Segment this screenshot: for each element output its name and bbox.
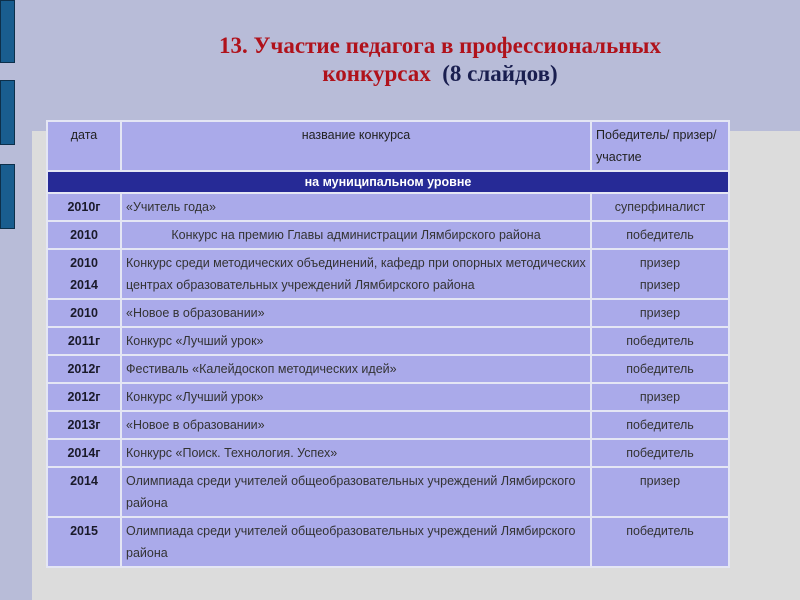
row-result: победитель <box>591 517 729 567</box>
table-row <box>47 383 729 411</box>
header-date: дата <box>47 121 121 171</box>
table-row <box>47 193 729 221</box>
row-result: победитель <box>591 221 729 249</box>
row-date: 2010 <box>47 299 121 327</box>
row-result: победитель <box>591 439 729 467</box>
title-line-2: конкурсах <box>322 61 431 86</box>
row-result: призер <box>591 467 729 517</box>
row-contest-name: Фестиваль «Калейдоскоп методических идей» <box>121 355 591 383</box>
row-contest-name: «Новое в образовании» <box>121 411 591 439</box>
table-row <box>47 249 729 299</box>
row-date: 2015 <box>47 517 121 567</box>
table-row <box>47 221 729 249</box>
row-result: призер <box>591 383 729 411</box>
row-date: 2010г <box>47 193 121 221</box>
row-result: победитель <box>591 355 729 383</box>
row-result: победитель <box>591 411 729 439</box>
row-contest-name: «Новое в образовании» <box>121 299 591 327</box>
table-row <box>47 355 729 383</box>
table-row <box>47 467 729 517</box>
section-title: на муниципальном уровне <box>47 171 729 193</box>
table-row <box>47 517 729 567</box>
row-date: 2013г <box>47 411 121 439</box>
row-contest-name: Конкурс «Лучший урок» <box>121 327 591 355</box>
row-date: 2010 2014 <box>47 249 121 299</box>
row-contest-name: Олимпиада среди учителей общеобразовательных учреждений Лямбирского района <box>121 517 591 567</box>
table-row <box>47 411 729 439</box>
row-contest-name: Конкурс среди методических объединений, кафедр при опорных методических центрах образовательных учреждений Лямбирского района <box>121 249 591 299</box>
table-row <box>47 327 729 355</box>
slide-title <box>0 32 800 88</box>
contests-table <box>46 120 730 568</box>
title-line-1: 13. Участие педагога в профессиональных <box>219 33 661 58</box>
row-contest-name: Конкурс на премию Главы администрации Лямбирского района <box>121 221 591 249</box>
row-result: призер призер <box>591 249 729 299</box>
row-contest-name: Конкурс «Поиск. Технология. Успех» <box>121 439 591 467</box>
decorative-bar <box>0 80 15 145</box>
table-header <box>47 121 729 171</box>
row-date: 2010 <box>47 221 121 249</box>
row-date: 2011г <box>47 327 121 355</box>
row-date: 2014 <box>47 467 121 517</box>
row-result: призер <box>591 299 729 327</box>
table-row <box>47 439 729 467</box>
row-contest-name: «Учитель года» <box>121 193 591 221</box>
row-contest-name: Олимпиада среди учителей общеобразовательных учреждений Лямбирского района <box>121 467 591 517</box>
row-date: 2014г <box>47 439 121 467</box>
row-date: 2012г <box>47 383 121 411</box>
table-row <box>47 299 729 327</box>
row-contest-name: Конкурс «Лучший урок» <box>121 383 591 411</box>
header-result: Победитель/ призер/ участие <box>591 121 729 171</box>
section-row <box>47 171 729 193</box>
row-result: суперфиналист <box>591 193 729 221</box>
decorative-bar <box>0 164 15 229</box>
title-slide-count: (8 слайдов) <box>442 61 558 86</box>
header-name: название конкурса <box>121 121 591 171</box>
row-result: победитель <box>591 327 729 355</box>
row-date: 2012г <box>47 355 121 383</box>
